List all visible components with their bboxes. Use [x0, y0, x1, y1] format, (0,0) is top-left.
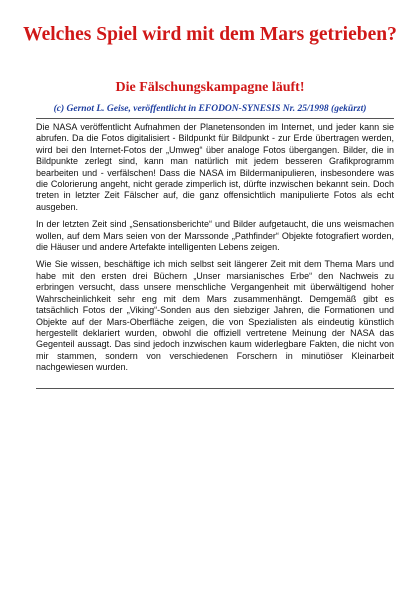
paragraph: Die NASA veröffentlicht Aufnahmen der Planetensonden im Internet, und jeder kann sie abrufen. Da die Fotos digitalisiert - Bildpunkt für Bildpunkt - zur Erde übertragen werden, wird bei den Internet-Fotos der „Umweg“ über analoge Fotos übergangen. Bilder, die in Bildpunkte zerlegt sind, kann man natürlich mit jedem besseren Grafikprogramm bearbeiten und - verfälschen! Dass die NASA im Bildermanipulieren, insbesondere was die Colorierung angeht, nicht gerade zimperlich ist, dürfte inzwischen bekannt sein. Doch treten in letzter Zeit Fälscher auf, die ganz offensichtlich manipulierte Fotos als echt ausgeben.	[36, 122, 394, 212]
paragraph: Wie Sie wissen, beschäftige ich mich selbst seit längerer Zeit mit dem Thema Mars und habe mit den ersten drei Büchern „Unser marsianisches Erbe“ den Nachweis zu erbringen versucht, dass unsere menschliche Vergangenheit mit überwältigend hoher Wahrscheinlichkeit sehr eng mit dem Mars zusammenhängt. Demgemäß gibt es tatsächlich Fotos der „Viking“-Sonden aus den siebziger Jahren, die Formationen und Objekte auf der Mars-Oberfläche zeigen, die von Spezialisten als eindeutig künstlich hergestellt deklariert wurden, obwohl die offiziell vertretene Meinung der NASA das Gegenteil aussagt. Das sind jedoch inzwischen kaum widerlegbare Fakten, die nicht von mir stammen, sondern von verschiedenen Forschern in minutiöser Kleinarbeit nachgewiesen wurden.	[36, 259, 394, 373]
paragraph: In der letzten Zeit sind „Sensationsberichte“ und Bilder aufgetaucht, die uns weismachen wollen, auf dem Mars seien von der Marssonde „Pathfinder“ Objekte fotografiert worden, die Häuser und andere Artefakte intelligenten Lebens zeigen.	[36, 219, 394, 253]
bottom-divider	[36, 388, 394, 389]
article-title: Welches Spiel wird mit dem Mars getrieben?	[23, 24, 397, 45]
article-body	[36, 122, 394, 380]
article-subtitle: Die Fälschungskampagne läuft!	[115, 80, 305, 95]
top-divider	[36, 118, 394, 119]
author-credit: (c) Gernot L. Geise, veröffentlicht in EFODON-SYNESIS Nr. 25/1998 (gekürzt)	[53, 104, 367, 114]
